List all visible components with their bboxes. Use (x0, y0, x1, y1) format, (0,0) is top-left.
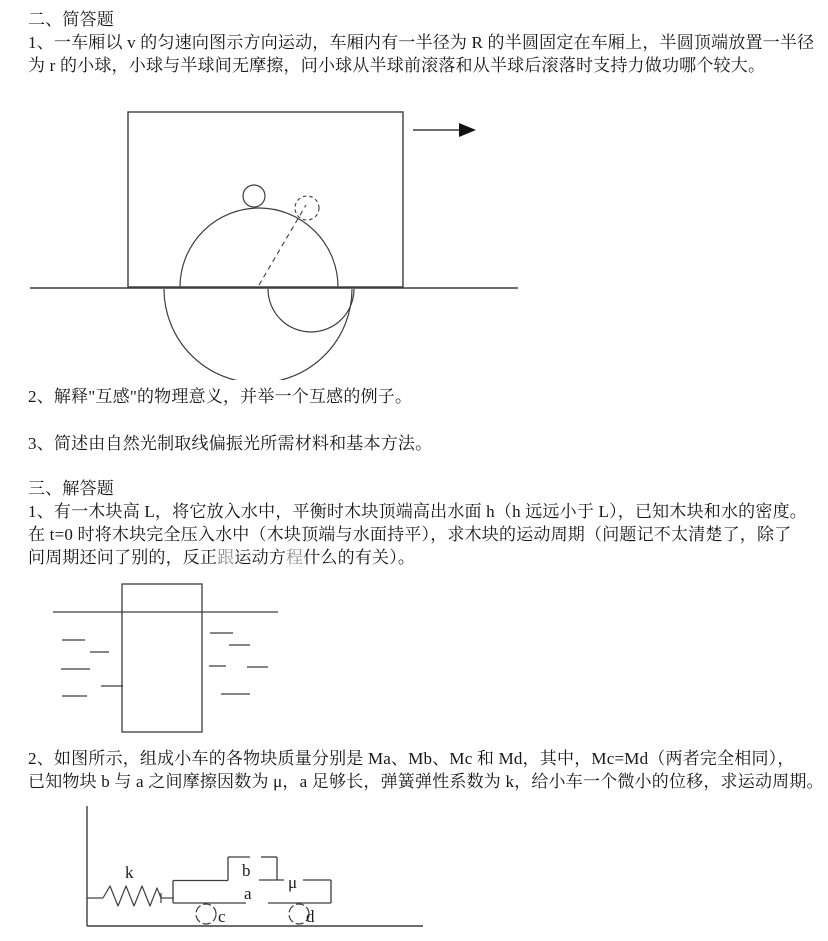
block-b-label: b (242, 861, 251, 880)
section3-q1-line3 (28, 547, 415, 569)
section3-q1-line2: 在 t=0 时将木块完全压入水中（木块顶端与水面持平），求木块的运动周期（问题记不太清楚了，除了 (28, 525, 792, 544)
section3-q1-line1: 1、有一木块高 L，将它放入水中，平衡时木块顶端高出水面 h（h 远远小于 L），已知木块和水的密度。 (28, 502, 807, 521)
block-a-label: a (244, 884, 252, 903)
wheel-d-label: d (306, 907, 315, 926)
section3-heading: 三、解答题 (28, 479, 114, 498)
text-segment: 什么的有关）。 (303, 548, 416, 567)
faded-character: 程 (286, 548, 304, 567)
faded-character: 跟 (217, 548, 235, 567)
section2-heading: 二、简答题 (28, 10, 114, 29)
cart-body (128, 112, 403, 287)
wheel-c (196, 904, 216, 924)
section2-q1-line2: 为 r 的小球，小球与半球间无摩擦，问小球从半球前滚落和从半球后滚落时支持力做功哪个较大。 (28, 56, 766, 75)
section2-q3: 3、简述由自然光制取线偏振光所需材料和基本方法。 (28, 434, 433, 453)
section3-q2-line2: 已知物块 b 与 a 之间摩擦因数为 μ，a 足够长，弹簧弹性系数为 k，给小车一个微小的位移，求运动周期。 (28, 772, 824, 791)
floating-block-figure (0, 578, 828, 740)
spring-zigzag (103, 886, 161, 906)
ghost-reflection-arc (164, 289, 352, 380)
spring-label-k: k (125, 863, 134, 882)
section2-q2: 2、解释"互感"的物理意义，并举一个互感的例子。 (28, 387, 413, 406)
friction-label-mu: μ (288, 873, 298, 892)
text-segment: 运动方 (234, 548, 287, 567)
ball (243, 185, 265, 207)
text-segment: 问周期还问了别的，反正 (28, 548, 218, 567)
cart-hemisphere-figure (0, 105, 828, 380)
ghost-reflection-arc-small (268, 289, 354, 332)
hemisphere (180, 208, 338, 287)
spring-cart-figure (0, 804, 828, 941)
section2-q1-line1: 1、一车厢以 v 的匀速向图示方向运动，车厢内有一半径为 R 的半圆固定在车厢上，半圆顶端放置一半径 (28, 33, 815, 52)
velocity-arrow-head (459, 123, 476, 137)
wheel-c-label: c (218, 907, 226, 926)
section3-q2-line1: 2、如图所示，组成小车的各物块质量分别是 Ma、Mb、Mc 和 Md，其中，Mc=Md（两者完全相同）， (28, 749, 795, 768)
ball-dashed-position (295, 196, 319, 220)
wood-block (122, 584, 202, 732)
